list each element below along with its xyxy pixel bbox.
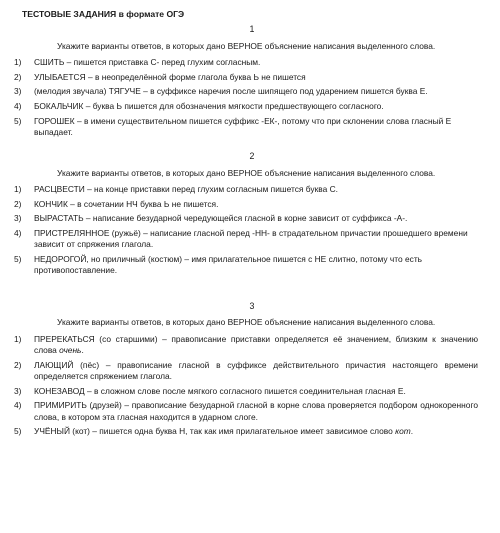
list-item <box>14 400 490 423</box>
task-prompt: Укажите варианты ответов, в которых дано ВЕРНОЕ объяснение написания выделенного слова. <box>57 167 436 178</box>
list-item <box>14 86 490 97</box>
list-item <box>14 57 490 68</box>
item-text <box>34 334 490 357</box>
item-text: УЛЫБАЕТСЯ – в неопределённой форме глагола буква Ь не пишется <box>34 71 306 82</box>
answer-list <box>14 57 490 138</box>
item-text-italic: кот <box>395 426 411 437</box>
item-text <box>34 426 490 437</box>
item-number: 1) <box>14 184 22 195</box>
item-number: 4) <box>14 101 22 111</box>
item-text-main: УЧЁНЫЙ (кот) – пишется одна буква Н, так как имя прилагательное имеет зависимое слово <box>34 426 396 437</box>
item-text-main: ПРЕРЕКАТЬСЯ (со старшими) – правописание приставки определяется её значением, близким к значению слова <box>34 333 478 356</box>
section-number: 1 <box>249 24 255 35</box>
list-item <box>14 386 490 397</box>
list-item <box>14 254 490 277</box>
section-number: 2 <box>249 151 255 162</box>
item-number: 2) <box>14 359 22 370</box>
item-text: ПРИМИРИТЬ (друзей) – правописание безударной гласной в корне слова проверяется подбором однокоренного слова, в котором эта гласная находится в ударном слоге. <box>34 400 478 422</box>
item-text: ГОРОШЕК – в имени существительном пишется суффикс -ЕК-, потому что при склонении слова гласный Е выпадает. <box>34 115 452 137</box>
item-text: СШИТЬ – пишется приставка С- перед глухим согласным. <box>34 57 261 68</box>
list-item <box>14 213 490 224</box>
task-section-1 <box>14 24 490 138</box>
list-item <box>14 228 490 251</box>
item-number: 5) <box>14 115 22 126</box>
item-text: ВЫРАСТАТЬ – написание безударной чередующейся гласной в корне зависит от суффикса -А-. <box>34 213 408 224</box>
document-title: ТЕСТОВЫЕ ЗАДАНИЯ в формате ОГЭ <box>22 9 185 19</box>
task-section-2 <box>14 151 490 276</box>
task-prompt: Укажите варианты ответов, в которых дано ВЕРНОЕ объяснение написания выделенного слова. <box>57 317 436 328</box>
list-item <box>14 334 490 357</box>
item-number: 5) <box>14 426 22 437</box>
item-number: 2) <box>14 71 22 82</box>
item-number: 3) <box>14 86 22 97</box>
list-item <box>14 426 490 437</box>
item-number: 4) <box>14 228 22 238</box>
item-text-end: . <box>410 426 414 437</box>
item-text-italic: очень <box>59 345 82 356</box>
item-text: ПРИСТРЕЛЯННОЕ (ружьё) – написание гласной перед -НН- в страдательном причастии прошедшего времени зависит от спряжения глагола. <box>34 228 468 250</box>
item-text: РАСЦВЕСТИ – на конце приставки перед глухим согласным пишется буква С. <box>34 184 338 195</box>
item-number: 1) <box>14 333 22 344</box>
task-section-3 <box>14 301 490 438</box>
item-number: 3) <box>14 213 22 224</box>
answer-list <box>14 334 490 438</box>
list-item <box>14 184 490 195</box>
item-text: ЛАЮЩИЙ (пёс) – правописание гласной в суффиксе действительного причастия настоящего времени определяется спряжением глагола. <box>34 359 478 382</box>
item-text: НЕДОРОГОЙ, но приличный (костюм) – имя прилагательное пишется с НЕ слитно, потому что есть противопоставление. <box>34 254 423 276</box>
answer-list <box>14 184 490 277</box>
list-item <box>14 72 490 83</box>
item-number: 5) <box>14 254 22 264</box>
item-number: 3) <box>14 385 22 396</box>
item-text: (мелодия звучала) ТЯГУЧЕ – в суффиксе наречия после шипящего под ударением пишется буква Е. <box>34 86 428 97</box>
item-text: КОНЧИК – в сочетании НЧ буква Ь не пишется. <box>34 198 219 209</box>
item-text: БОКАЛЬЧИК – буква Ь пишется для обозначения мягкости предшествующего согласного. <box>34 101 384 111</box>
task-prompt: Укажите варианты ответов, в которых дано ВЕРНОЕ объяснение написания выделенного слова. <box>57 40 436 51</box>
list-item <box>14 199 490 210</box>
item-text: КОНЕЗАВОД – в сложном слове после мягкого согласного пишется соединительная гласная Е. <box>34 385 406 396</box>
item-number: 1) <box>14 57 22 68</box>
item-number: 4) <box>14 400 22 411</box>
list-item <box>14 116 490 139</box>
item-text-end: . <box>81 345 84 356</box>
list-item <box>14 101 490 112</box>
item-number: 2) <box>14 198 22 209</box>
list-item <box>14 360 490 383</box>
section-number: 3 <box>249 300 255 311</box>
